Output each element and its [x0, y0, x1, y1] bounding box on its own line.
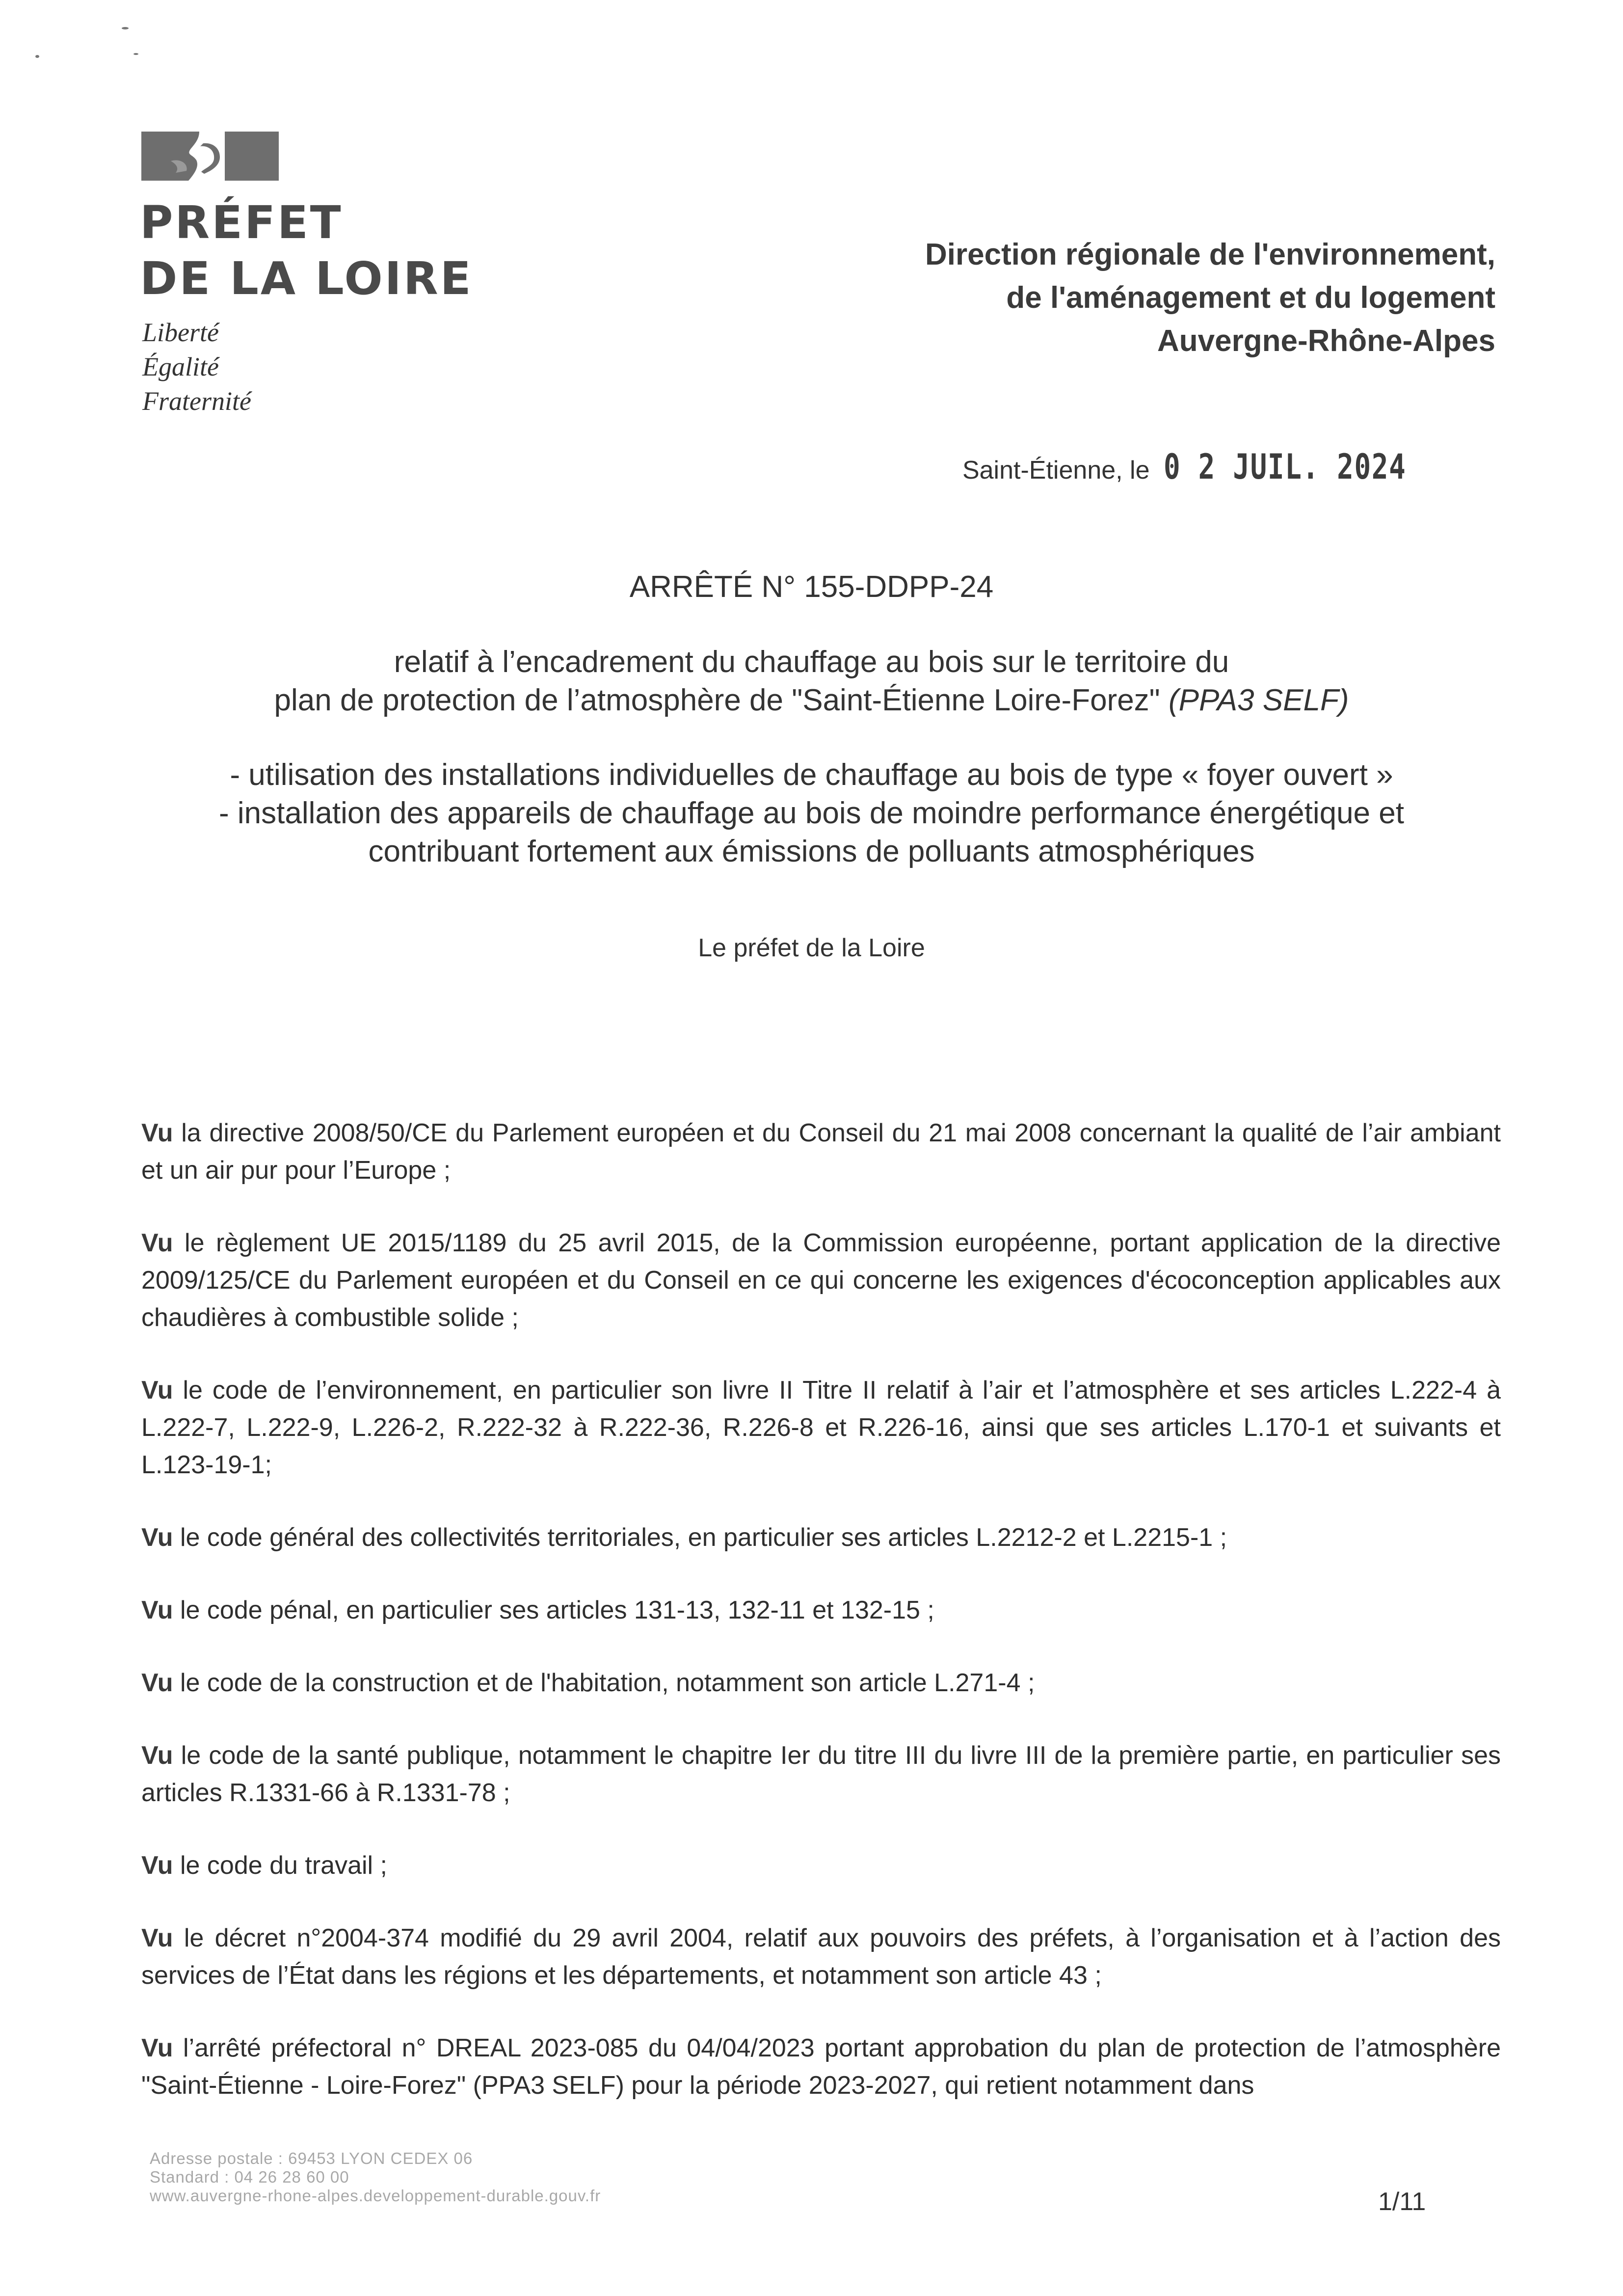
footer-phone: Standard : 04 26 28 60 00: [150, 2168, 349, 2186]
considerant-code-sante: Vu le code de la santé publique, notamment le chapitre Ier du titre III du livre III de la première partie, en particulier ses articles R.1331-66 à R.1331-78 ;: [141, 1741, 1501, 1807]
marianne-logo: [141, 132, 279, 181]
footer-contact: [150, 2149, 601, 2205]
prefet-title-line1: PRÉFET: [140, 196, 343, 249]
date-place: Saint-Étienne, le: [962, 456, 1150, 485]
scan-speck: [133, 53, 138, 55]
prefet-title-line2: DE LA LOIRE: [140, 252, 473, 305]
subject-line2-abbrev: (PPA3 SELF): [1168, 683, 1349, 717]
devise-fraternite: Fraternité: [142, 386, 251, 416]
considerant-code-environnement: Vu le code de l’environnement, en particulier son livre II Titre II relatif à l’air et l’atmosphère et ses articles L.222-4 à L.222-7, L.222-9, L.226-2, R.222-32 à R.222-36, R.226-8 et R.226-16, ainsi que ses articles L.170-1 et suivants et L.123-19-1;: [141, 1376, 1501, 1479]
date-stamp: 0 2 JUIL. 2024: [1163, 447, 1407, 487]
considerant-reglement-2015-1189: Vu le règlement UE 2015/1189 du 25 avril 2015, de la Commission européenne, portant application de la directive 2009/125/CE du Parlement européen et du Conseil en ce qui concerne les exigences d'écoconception applicables aux chaudières à combustible solide ;: [141, 1229, 1501, 1332]
devise-egalite: Égalité: [142, 352, 219, 381]
considerants-list: [141, 1114, 1501, 2139]
devise-liberte: Liberté: [142, 318, 219, 347]
bullet-foyer-ouvert: - utilisation des installations individuelles de chauffage au bois de type « foyer ouvert »: [230, 758, 1393, 792]
considerant-code-penal: Vu le code pénal, en particulier ses articles 131-13, 132-11 et 132-15 ;: [141, 1596, 934, 1624]
bullet-installation: - installation des appareils de chauffage au bois de moindre performance énergétique et: [219, 796, 1404, 830]
direction-line1: Direction régionale de l'environnement,: [925, 238, 1495, 271]
considerant-arrete-ppa3: Vu l’arrêté préfectoral n° DREAL 2023-085 du 04/04/2023 portant approbation du plan de protection de l’atmosphère "Saint-Étienne - Loire-Forez" (PPA3 SELF) pour la période 2023-2027, qui retient notamment dans: [141, 2034, 1501, 2100]
footer-website: www.auvergne-rhone-alpes.developpement-durable.gouv.fr: [150, 2187, 601, 2205]
page-number: 1/11: [1378, 2188, 1426, 2216]
direction-line3: Auvergne-Rhône-Alpes: [1157, 324, 1495, 358]
arrete-number: ARRÊTÉ N° 155-DDPP-24: [629, 570, 994, 604]
considerant-directive-2008-50: Vu la directive 2008/50/CE du Parlement européen et du Conseil du 21 mai 2008 concernant la qualité de l’air ambiant et un air pur pour l’Europe ;: [141, 1119, 1501, 1185]
scan-speck: [35, 55, 39, 58]
considerant-cgct: Vu le code général des collectivités territoriales, en particulier ses articles L.2212-2 et L.2215-1 ;: [141, 1523, 1227, 1552]
footer-address: Adresse postale : 69453 LYON CEDEX 06: [150, 2149, 473, 2167]
subject-line1: relatif à l’encadrement du chauffage au bois sur le territoire du: [394, 645, 1229, 679]
subject-line2-text: plan de protection de l’atmosphère de "Saint-Étienne Loire-Forez": [274, 683, 1160, 717]
bullet-installation-cont: contribuant fortement aux émissions de polluants atmosphériques: [368, 835, 1255, 868]
subject-line2: [0, 685, 1623, 716]
authority-line: Le préfet de la Loire: [698, 934, 925, 962]
direction-line2: de l'aménagement et du logement: [1006, 281, 1495, 315]
date-line: [962, 447, 1467, 487]
considerant-code-travail: Vu le code du travail ;: [141, 1851, 388, 1880]
scan-speck: [122, 27, 129, 29]
considerant-code-construction: Vu le code de la construction et de l'habitation, notamment son article L.271-4 ;: [141, 1669, 1035, 1697]
considerant-decret-2004-374: Vu le décret n°2004-374 modifié du 29 avril 2004, relatif aux pouvoirs des préfets, à l’organisation et à l’action des services de l’État dans les régions et les départements, et notamment son article 43 ;: [141, 1924, 1501, 1990]
